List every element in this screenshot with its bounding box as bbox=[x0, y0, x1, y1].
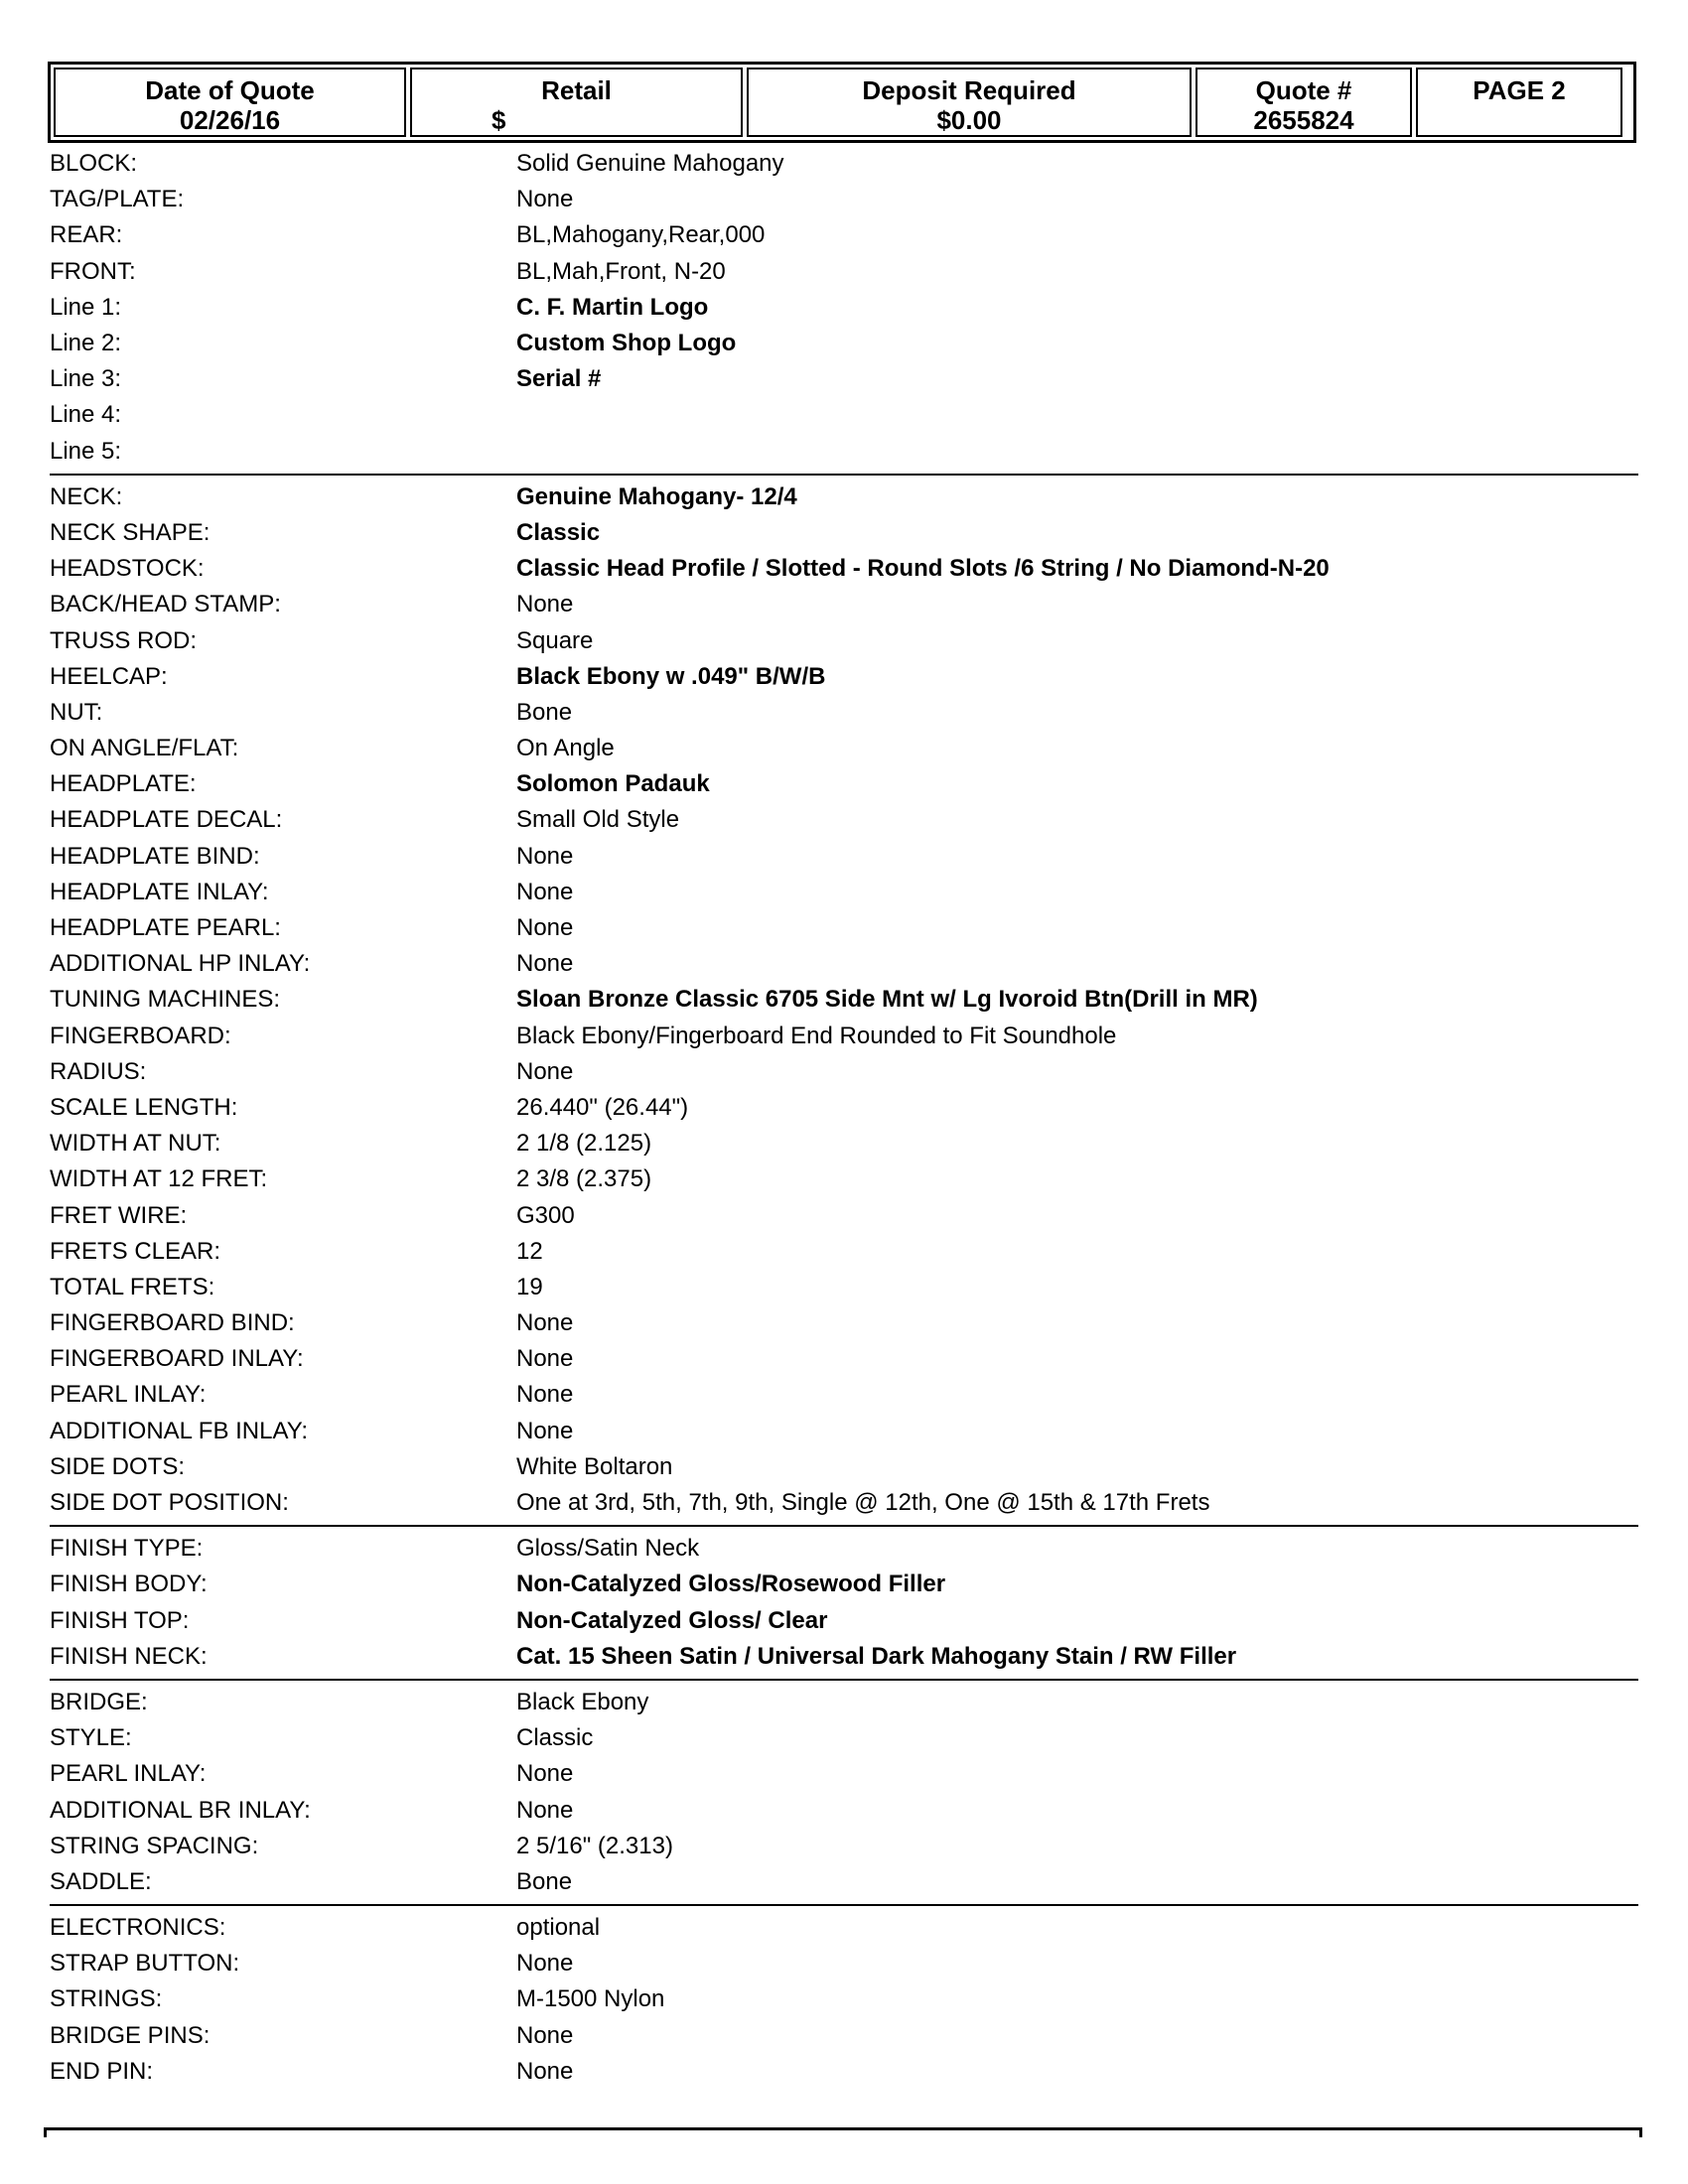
spec-value: None bbox=[516, 1381, 574, 1409]
spec-row bbox=[50, 1829, 1638, 1864]
spec-label: SIDE DOT POSITION: bbox=[50, 1489, 289, 1517]
spec-label: WIDTH AT 12 FRET: bbox=[50, 1165, 268, 1193]
spec-label: BLOCK: bbox=[50, 150, 138, 178]
spec-label: NECK SHAPE: bbox=[50, 518, 211, 546]
spec-label: ELECTRONICS: bbox=[50, 1914, 226, 1942]
spec-value: optional bbox=[516, 1914, 601, 1942]
spec-label: HEADSTOCK: bbox=[50, 555, 205, 583]
spec-label: ON ANGLE/FLAT: bbox=[50, 735, 239, 762]
spec-label: FINISH BODY: bbox=[50, 1570, 208, 1598]
spec-row bbox=[50, 731, 1638, 766]
spec-value: Cat. 15 Sheen Satin / Universal Dark Mahogany Stain / RW Filler bbox=[516, 1642, 1237, 1670]
spec-value: 12 bbox=[516, 1237, 543, 1265]
spec-row bbox=[50, 802, 1638, 838]
spec-label: Line 1: bbox=[50, 293, 122, 321]
spec-value: None bbox=[516, 1760, 574, 1788]
spec-label: FINGERBOARD BIND: bbox=[50, 1309, 295, 1337]
spec-value: 2 5/16" (2.313) bbox=[516, 1832, 673, 1859]
spec-row bbox=[50, 254, 1638, 290]
spec-value: 19 bbox=[516, 1273, 543, 1300]
date-of-quote-cell bbox=[54, 68, 406, 137]
quote-number-label: Quote # bbox=[1255, 75, 1352, 105]
spec-label: TAG/PLATE: bbox=[50, 186, 185, 213]
spec-value: None bbox=[516, 1309, 574, 1337]
spec-row bbox=[50, 515, 1638, 551]
spec-row bbox=[50, 946, 1638, 982]
spec-row bbox=[50, 1414, 1638, 1449]
spec-row bbox=[50, 1792, 1638, 1828]
date-of-quote-value: 02/26/16 bbox=[179, 105, 281, 135]
spec-value: Bone bbox=[516, 1867, 573, 1895]
spec-row bbox=[50, 695, 1638, 731]
spec-label: FRETS CLEAR: bbox=[50, 1237, 221, 1265]
spec-label: STRINGS: bbox=[50, 1985, 163, 2013]
spec-row bbox=[50, 1234, 1638, 1270]
spec-row bbox=[50, 1197, 1638, 1233]
spec-label: FINISH TOP: bbox=[50, 1606, 190, 1634]
spec-value: C. F. Martin Logo bbox=[516, 293, 709, 321]
spec-value: None bbox=[516, 1057, 574, 1085]
spec-value: White Boltaron bbox=[516, 1452, 673, 1480]
spec-label: HEADPLATE INLAY: bbox=[50, 878, 269, 905]
footer-rule-left-tick bbox=[44, 2127, 47, 2137]
spec-value: Custom Shop Logo bbox=[516, 330, 737, 357]
spec-section bbox=[50, 146, 1638, 476]
spec-label: WIDTH AT NUT: bbox=[50, 1130, 221, 1158]
spec-value: BL,Mahogany,Rear,000 bbox=[516, 221, 766, 249]
footer-rule-right-tick bbox=[1639, 2127, 1642, 2137]
quote-header bbox=[48, 62, 1636, 143]
spec-row bbox=[50, 2018, 1638, 2054]
spec-row bbox=[50, 839, 1638, 875]
spec-row bbox=[50, 659, 1638, 695]
spec-row bbox=[50, 622, 1638, 658]
page-number-label: PAGE 2 bbox=[1473, 75, 1566, 105]
spec-row bbox=[50, 551, 1638, 587]
spec-label: FINISH NECK: bbox=[50, 1642, 208, 1670]
spec-value: Non-Catalyzed Gloss/Rosewood Filler bbox=[516, 1570, 946, 1598]
spec-label: HEADPLATE PEARL: bbox=[50, 914, 281, 942]
spec-label: PEARL INLAY: bbox=[50, 1381, 207, 1409]
spec-row bbox=[50, 1449, 1638, 1485]
spec-label: BRIDGE: bbox=[50, 1688, 148, 1715]
deposit-required-value: $0.00 bbox=[936, 105, 1002, 135]
spec-row bbox=[50, 587, 1638, 622]
retail-cell bbox=[410, 68, 743, 137]
spec-row bbox=[50, 182, 1638, 217]
spec-value: Small Old Style bbox=[516, 806, 680, 834]
spec-value: Classic bbox=[516, 518, 601, 546]
spec-label: NUT: bbox=[50, 698, 103, 726]
spec-value: 26.440" (26.44") bbox=[516, 1093, 689, 1121]
spec-value: Classic Head Profile / Slotted - Round Slots /6 String / No Diamond-N-20 bbox=[516, 555, 1330, 583]
retail-label: Retail bbox=[541, 75, 612, 105]
spec-row bbox=[50, 1910, 1638, 1946]
spec-value: Gloss/Satin Neck bbox=[516, 1535, 700, 1563]
spec-value: None bbox=[516, 591, 574, 618]
spec-label: BACK/HEAD STAMP: bbox=[50, 591, 281, 618]
spec-value: Square bbox=[516, 626, 594, 654]
spec-row bbox=[50, 1054, 1638, 1090]
spec-label: SCALE LENGTH: bbox=[50, 1093, 238, 1121]
spec-value: Black Ebony w .049" B/W/B bbox=[516, 662, 826, 690]
spec-row bbox=[50, 1864, 1638, 1900]
spec-value: None bbox=[516, 842, 574, 870]
spec-row bbox=[50, 479, 1638, 515]
spec-row bbox=[50, 1603, 1638, 1639]
page-number-cell bbox=[1416, 68, 1622, 137]
spec-row bbox=[50, 1126, 1638, 1161]
spec-label: HEADPLATE DECAL: bbox=[50, 806, 283, 834]
spec-section bbox=[50, 1906, 1638, 2094]
spec-value: None bbox=[516, 878, 574, 905]
retail-value: $ bbox=[492, 105, 506, 135]
deposit-required-label: Deposit Required bbox=[862, 75, 1076, 105]
spec-label: SADDLE: bbox=[50, 1867, 152, 1895]
footer-rule bbox=[44, 2127, 1642, 2130]
spec-label: STYLE: bbox=[50, 1724, 132, 1752]
spec-value: 2 1/8 (2.125) bbox=[516, 1130, 652, 1158]
spec-label: NECK: bbox=[50, 482, 123, 510]
quote-number-value: 2655824 bbox=[1253, 105, 1354, 135]
spec-value: None bbox=[516, 914, 574, 942]
spec-value: Sloan Bronze Classic 6705 Side Mnt w/ Lg Ivoroid Btn(Drill in MR) bbox=[516, 986, 1258, 1014]
spec-row bbox=[50, 1531, 1638, 1567]
spec-value: None bbox=[516, 186, 574, 213]
spec-label: TOTAL FRETS: bbox=[50, 1273, 215, 1300]
spec-label: REAR: bbox=[50, 221, 123, 249]
spec-value: Bone bbox=[516, 698, 573, 726]
spec-value: None bbox=[516, 1417, 574, 1444]
spec-row bbox=[50, 1485, 1638, 1521]
spec-row bbox=[50, 1377, 1638, 1413]
spec-label: FINGERBOARD: bbox=[50, 1022, 231, 1049]
spec-label: RADIUS: bbox=[50, 1057, 147, 1085]
spec-value: Non-Catalyzed Gloss/ Clear bbox=[516, 1606, 828, 1634]
spec-row bbox=[50, 1305, 1638, 1341]
spec-label: HEELCAP: bbox=[50, 662, 168, 690]
spec-row bbox=[50, 361, 1638, 397]
spec-label: Line 2: bbox=[50, 330, 122, 357]
spec-label: BRIDGE PINS: bbox=[50, 2021, 211, 2049]
spec-row bbox=[50, 1639, 1638, 1675]
spec-value: None bbox=[516, 2021, 574, 2049]
spec-label: PEARL INLAY: bbox=[50, 1760, 207, 1788]
spec-label: Line 5: bbox=[50, 437, 122, 465]
spec-value: None bbox=[516, 1950, 574, 1978]
spec-row bbox=[50, 1161, 1638, 1197]
spec-label: STRING SPACING: bbox=[50, 1832, 259, 1859]
spec-label: FRET WIRE: bbox=[50, 1201, 188, 1229]
spec-label: END PIN: bbox=[50, 2057, 154, 2085]
spec-value: Solid Genuine Mahogany bbox=[516, 150, 784, 178]
spec-row bbox=[50, 434, 1638, 470]
spec-value: One at 3rd, 5th, 7th, 9th, Single @ 12th, One @ 15th & 17th Frets bbox=[516, 1489, 1210, 1517]
spec-value: None bbox=[516, 1796, 574, 1824]
spec-value: Serial # bbox=[516, 365, 602, 393]
spec-label: Line 3: bbox=[50, 365, 122, 393]
spec-label: SIDE DOTS: bbox=[50, 1452, 186, 1480]
spec-row bbox=[50, 1567, 1638, 1602]
quote-number-cell bbox=[1196, 68, 1412, 137]
spec-row bbox=[50, 1019, 1638, 1054]
spec-row bbox=[50, 290, 1638, 326]
spec-label: HEADPLATE BIND: bbox=[50, 842, 260, 870]
spec-row bbox=[50, 1341, 1638, 1377]
spec-value: Genuine Mahogany- 12/4 bbox=[516, 482, 797, 510]
spec-row bbox=[50, 217, 1638, 253]
spec-row bbox=[50, 1720, 1638, 1756]
spec-row bbox=[50, 1270, 1638, 1305]
spec-label: ADDITIONAL BR INLAY: bbox=[50, 1796, 311, 1824]
spec-records bbox=[50, 146, 1638, 2094]
spec-value: Solomon Padauk bbox=[516, 770, 710, 798]
spec-label: FRONT: bbox=[50, 257, 136, 285]
deposit-required-cell bbox=[747, 68, 1192, 137]
spec-value: BL,Mah,Front, N-20 bbox=[516, 257, 726, 285]
spec-value: Classic bbox=[516, 1724, 594, 1752]
spec-row bbox=[50, 1946, 1638, 1981]
spec-row bbox=[50, 875, 1638, 910]
spec-value: 2 3/8 (2.375) bbox=[516, 1165, 652, 1193]
spec-section bbox=[50, 1527, 1638, 1681]
spec-value: On Angle bbox=[516, 735, 615, 762]
spec-section bbox=[50, 1681, 1638, 1906]
spec-label: FINGERBOARD INLAY: bbox=[50, 1345, 304, 1373]
spec-row bbox=[50, 397, 1638, 433]
spec-row bbox=[50, 766, 1638, 802]
spec-label: HEADPLATE: bbox=[50, 770, 197, 798]
spec-row bbox=[50, 1981, 1638, 2017]
spec-section bbox=[50, 476, 1638, 1527]
spec-value: M-1500 Nylon bbox=[516, 1985, 665, 2013]
spec-value: None bbox=[516, 1345, 574, 1373]
spec-row bbox=[50, 910, 1638, 946]
spec-row bbox=[50, 982, 1638, 1018]
spec-row bbox=[50, 1090, 1638, 1126]
spec-label: ADDITIONAL FB INLAY: bbox=[50, 1417, 309, 1444]
spec-row bbox=[50, 326, 1638, 361]
spec-value: Black Ebony/Fingerboard End Rounded to Fit Soundhole bbox=[516, 1022, 1117, 1049]
spec-label: TRUSS ROD: bbox=[50, 626, 198, 654]
spec-value: G300 bbox=[516, 1201, 575, 1229]
spec-row bbox=[50, 146, 1638, 182]
spec-row bbox=[50, 2054, 1638, 2090]
spec-row bbox=[50, 1685, 1638, 1720]
spec-label: STRAP BUTTON: bbox=[50, 1950, 240, 1978]
spec-label: TUNING MACHINES: bbox=[50, 986, 281, 1014]
spec-row bbox=[50, 1756, 1638, 1792]
spec-label: Line 4: bbox=[50, 401, 122, 429]
spec-label: ADDITIONAL HP INLAY: bbox=[50, 950, 311, 978]
spec-value: None bbox=[516, 2057, 574, 2085]
spec-label: FINISH TYPE: bbox=[50, 1535, 204, 1563]
spec-value: None bbox=[516, 950, 574, 978]
spec-value: Black Ebony bbox=[516, 1688, 649, 1715]
date-of-quote-label: Date of Quote bbox=[145, 75, 315, 105]
